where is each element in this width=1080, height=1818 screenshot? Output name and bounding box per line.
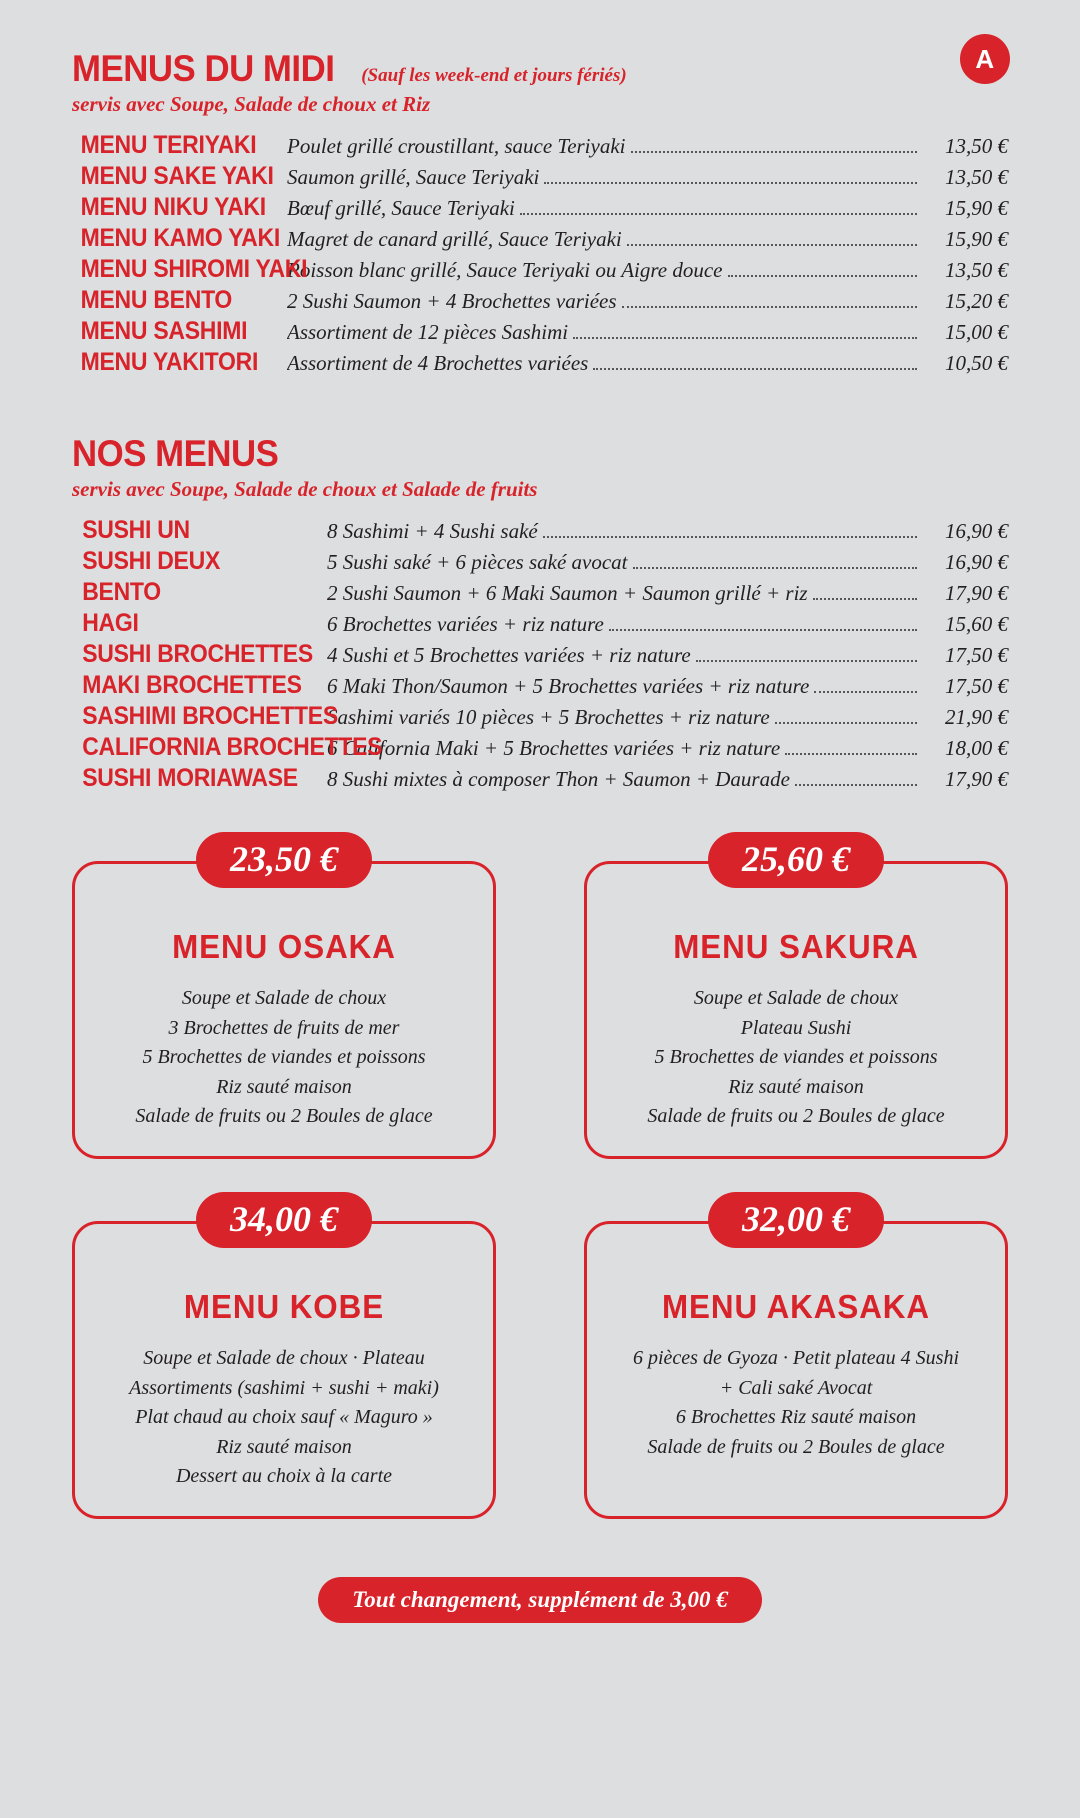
- menu-item-description: 4 Sushi et 5 Brochettes variées + riz nature: [327, 643, 691, 667]
- section-heading-midi: [72, 48, 1008, 90]
- menu-item-description: Magret de canard grillé, Sauce Teriyaki: [287, 227, 622, 251]
- menu-item-price: 21,90 €: [945, 705, 1008, 729]
- menu-box-price: 23,50 €: [196, 832, 372, 888]
- menu-box-line: + Cali saké Avocat: [719, 1376, 873, 1399]
- menu-item-description: Assortiment de 12 pièces Sashimi: [287, 320, 569, 344]
- menu-box-price: 25,60 €: [708, 832, 884, 888]
- menu-item-name: MENU SAKE YAKI: [80, 162, 274, 190]
- menu-item-description: 6 Brochettes variées + riz nature: [327, 612, 604, 636]
- menu-item-description: 6 California Maki + 5 Brochettes variées + riz nature: [327, 736, 781, 760]
- menu-box-line: Salade de fruits ou 2 Boules de glace: [135, 1105, 433, 1128]
- menu-item-description-wrap: [327, 736, 922, 761]
- menu-item-name: SUSHI BROCHETTES: [82, 640, 313, 668]
- menu-item-name: MENU NIKU YAKI: [80, 193, 266, 221]
- section-subtitle-nos: servis avec Soupe, Salade de choux et Salade de fruits: [72, 477, 538, 501]
- menu-box-title: MENU KOBE: [183, 1287, 385, 1325]
- menu-row: [72, 671, 1008, 702]
- menu-box-line: Plateau Sushi: [740, 1016, 852, 1039]
- menu-item-description-wrap: [327, 519, 922, 544]
- menu-box: [72, 839, 496, 1159]
- leader-dots: [813, 597, 917, 600]
- menu-row: [72, 609, 1008, 640]
- menu-row: [72, 348, 1008, 379]
- menu-box-line: 3 Brochettes de fruits de mer: [168, 1016, 400, 1039]
- section-subtitle-midi: servis avec Soupe, Salade de choux et Riz: [72, 92, 431, 116]
- menu-box-line: Riz sauté maison: [216, 1075, 352, 1098]
- leader-dots: [520, 212, 917, 215]
- menu-box: [72, 1198, 496, 1519]
- menu-list-nos: [72, 516, 1008, 795]
- menu-row: [72, 131, 1008, 162]
- menu-item-description: Assortiment de 4 Brochettes variées: [287, 351, 589, 375]
- menu-item-price: 16,90 €: [945, 550, 1008, 574]
- leader-dots: [631, 150, 918, 153]
- leader-dots: [696, 659, 917, 662]
- leader-dots: [785, 752, 917, 755]
- menu-box-title: MENU OSAKA: [172, 928, 396, 965]
- menu-row: [72, 733, 1008, 764]
- footer: [72, 1577, 1008, 1623]
- menu-row: [72, 193, 1008, 224]
- menu-item-price: 13,50 €: [945, 165, 1008, 189]
- menu-item-description-wrap: [287, 351, 922, 376]
- menu-item-description-wrap: [287, 289, 922, 314]
- menu-item-price: 18,00 €: [945, 736, 1008, 760]
- menu-box-line: Soupe et Salade de choux: [181, 987, 387, 1009]
- menu-item-description: 8 Sushi mixtes à composer Thon + Saumon + Daurade: [327, 767, 790, 791]
- menu-item-price: 13,50 €: [945, 258, 1008, 282]
- menu-box-line: 5 Brochettes de viandes et poissons: [142, 1046, 426, 1069]
- leader-dots: [728, 274, 918, 277]
- menu-item-description: Poisson blanc grillé, Sauce Teriyaki ou Aigre douce: [287, 258, 723, 282]
- menu-item-name: HAGI: [82, 609, 139, 637]
- section-title-nos: NOS MENUS: [72, 433, 279, 474]
- menu-item-description-wrap: [287, 320, 922, 345]
- menu-item-name: SUSHI MORIAWASE: [82, 764, 298, 792]
- menu-item-name: CALIFORNIA BROCHETTES: [82, 733, 383, 761]
- menu-box-price: 32,00 €: [708, 1192, 884, 1248]
- menu-row: [72, 764, 1008, 795]
- menu-item-price: 13,50 €: [945, 134, 1008, 158]
- menu-item-name: SASHIMI BROCHETTES: [82, 702, 338, 730]
- menu-item-name: MENU TERIYAKI: [80, 131, 257, 159]
- menu-box-line: Salade de fruits ou 2 Boules de glace: [647, 1435, 945, 1458]
- menu-item-description-wrap: [327, 705, 922, 730]
- section-nos-menus: [72, 379, 1008, 795]
- menu-item-description-wrap: [287, 258, 922, 283]
- leader-dots: [795, 783, 917, 786]
- menu-item-name: MENU SASHIMI: [80, 317, 248, 345]
- leader-dots: [633, 566, 917, 569]
- menu-row: [72, 702, 1008, 733]
- menu-box-line: Plat chaud au choix sauf « Maguro »: [135, 1406, 433, 1429]
- menu-item-description-wrap: [327, 643, 922, 668]
- menu-item-name: SUSHI UN: [82, 516, 190, 544]
- leader-dots: [814, 690, 917, 693]
- menu-box-line: Assortiments (sashimi + sushi + maki): [129, 1376, 439, 1399]
- menu-item-description-wrap: [327, 767, 922, 792]
- section-menus-du-midi: [72, 0, 1008, 379]
- leader-dots: [622, 305, 917, 308]
- menu-item-description: 6 Maki Thon/Saumon + 5 Brochettes variées + riz nature: [327, 674, 810, 698]
- section-title-midi: MENUS DU MIDI: [72, 48, 335, 89]
- menu-row: [72, 317, 1008, 348]
- menu-box-title: MENU AKASAKA: [661, 1287, 930, 1325]
- leader-dots: [543, 535, 917, 538]
- menu-list-midi: [72, 131, 1008, 379]
- menu-item-description-wrap: [287, 227, 922, 252]
- menu-item-description-wrap: [327, 581, 922, 606]
- menu-item-description: 2 Sushi Saumon + 6 Maki Saumon + Saumon grillé + riz: [327, 581, 808, 605]
- menu-item-name: SUSHI DEUX: [82, 547, 221, 575]
- menu-item-description: Bœuf grillé, Sauce Teriyaki: [287, 196, 515, 220]
- menu-item-description-wrap: [327, 550, 922, 575]
- menu-item-price: 17,50 €: [945, 643, 1008, 667]
- menu-item-price: 15,60 €: [945, 612, 1008, 636]
- menu-box: [584, 1198, 1008, 1519]
- menu-item-name: MENU YAKITORI: [80, 348, 259, 376]
- menu-item-price: 10,50 €: [945, 351, 1008, 375]
- menu-item-price: 16,90 €: [945, 519, 1008, 543]
- menu-row: [72, 255, 1008, 286]
- menu-item-description: Poulet grillé croustillant, sauce Teriyaki: [287, 134, 626, 158]
- menu-box-line: 5 Brochettes de viandes et poissons: [654, 1046, 938, 1069]
- menu-item-name: MENU SHIROMI YAKI: [80, 255, 308, 283]
- menu-row: [72, 547, 1008, 578]
- leader-dots: [573, 336, 917, 339]
- menu-box-line: Riz sauté maison: [728, 1075, 864, 1098]
- menu-item-price: 15,90 €: [945, 196, 1008, 220]
- menu-item-description: 8 Sashimi + 4 Sushi saké: [327, 519, 538, 543]
- menu-item-description: Saumon grillé, Sauce Teriyaki: [287, 165, 540, 189]
- menu-item-description-wrap: [287, 196, 922, 221]
- menu-box-line: Soupe et Salade de choux · Plateau: [143, 1346, 425, 1369]
- leader-dots: [544, 181, 917, 184]
- menu-item-price: 15,20 €: [945, 289, 1008, 313]
- menu-item-description-wrap: [287, 134, 922, 159]
- menu-box-line: 6 Brochettes Riz sauté maison: [675, 1406, 917, 1429]
- menu-box-line: 6 pièces de Gyoza · Petit plateau 4 Sushi: [632, 1346, 960, 1369]
- menu-item-description-wrap: [327, 612, 922, 637]
- leader-dots: [609, 628, 917, 631]
- footer-note: Tout changement, supplément de 3,00 €: [318, 1577, 761, 1623]
- menu-item-name: BENTO: [82, 578, 161, 606]
- menu-item-price: 17,50 €: [945, 674, 1008, 698]
- menu-item-price: 17,90 €: [945, 581, 1008, 605]
- menu-row: [72, 516, 1008, 547]
- menu-row: [72, 224, 1008, 255]
- menu-item-description: 2 Sushi Saumon + 4 Brochettes variées: [287, 289, 617, 313]
- menu-item-price: 15,00 €: [945, 320, 1008, 344]
- menu-item-name: MENU BENTO: [80, 286, 233, 314]
- menu-row: [72, 640, 1008, 671]
- page-badge: A: [960, 34, 1010, 84]
- leader-dots: [775, 721, 917, 724]
- section-note-midi: (Sauf les week-end et jours fériés): [361, 65, 627, 86]
- menu-row: [72, 162, 1008, 193]
- menu-box: [584, 839, 1008, 1159]
- menu-box-title: MENU SAKURA: [673, 928, 919, 965]
- menu-item-price: 17,90 €: [945, 767, 1008, 791]
- menu-item-description: 5 Sushi saké + 6 pièces saké avocat: [327, 550, 628, 574]
- menu-box-line: Dessert au choix à la carte: [175, 1465, 393, 1488]
- menu-item-name: MAKI BROCHETTES: [82, 671, 302, 699]
- menu-item-description-wrap: [327, 674, 922, 699]
- menu-box-line: Salade de fruits ou 2 Boules de glace: [647, 1105, 945, 1128]
- menu-item-description: Sashimi variés 10 pièces + 5 Brochettes + riz nature: [327, 705, 770, 729]
- section-heading-nos: [72, 433, 1008, 475]
- menu-row: [72, 578, 1008, 609]
- boxed-menus: [72, 839, 1008, 1519]
- menu-box-line: Riz sauté maison: [216, 1435, 352, 1458]
- menu-item-name: MENU KAMO YAKI: [80, 224, 280, 252]
- menu-item-price: 15,90 €: [945, 227, 1008, 251]
- menu-item-description-wrap: [287, 165, 922, 190]
- menu-box-price: 34,00 €: [196, 1192, 372, 1248]
- leader-dots: [627, 243, 917, 246]
- leader-dots: [593, 367, 917, 370]
- menu-box-line: Soupe et Salade de choux: [693, 987, 899, 1009]
- menu-row: [72, 286, 1008, 317]
